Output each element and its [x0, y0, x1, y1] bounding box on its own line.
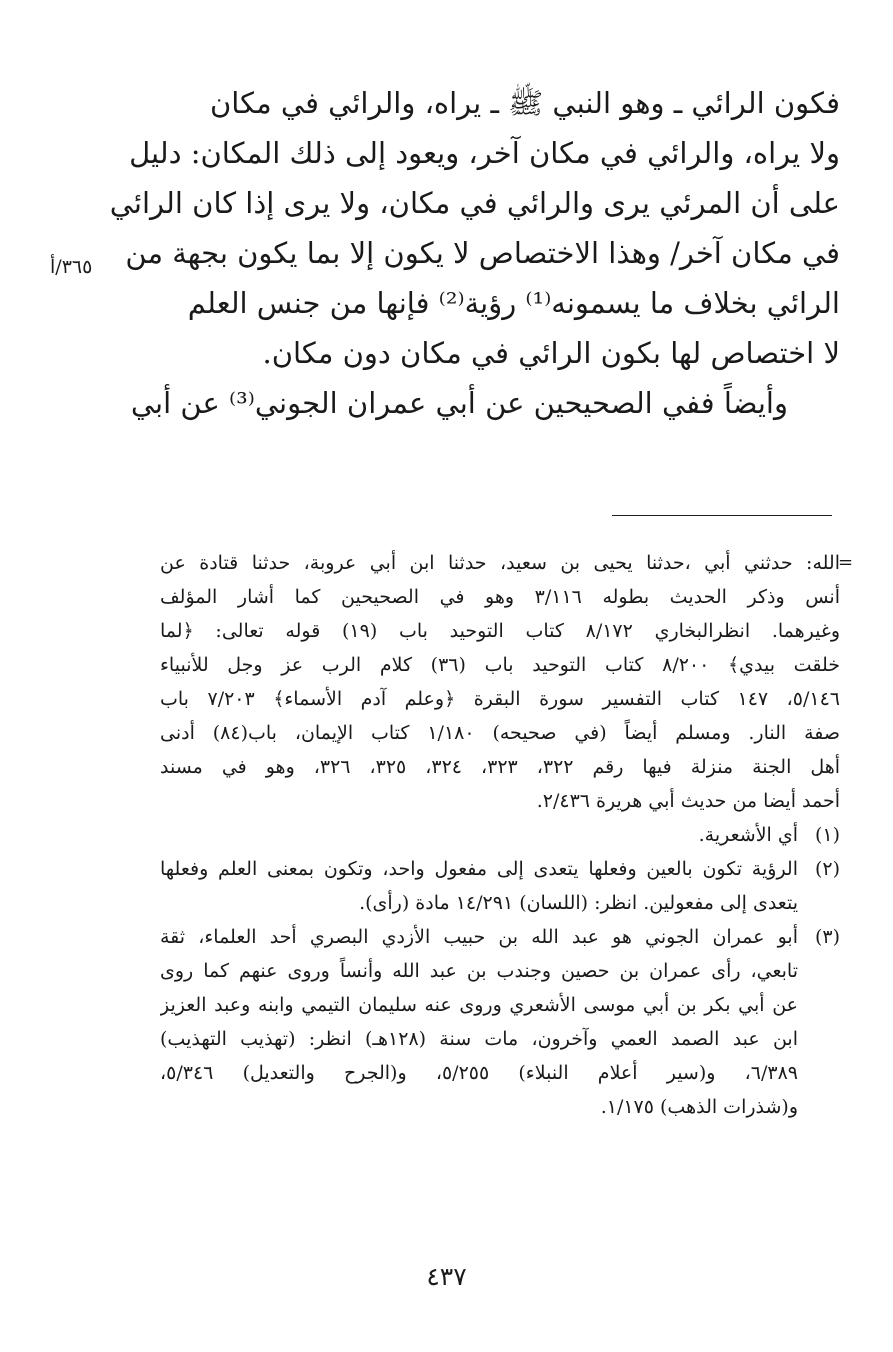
- footnote-line: تابعي، رأى عمران بن حصين وجندب بن عبد الله وأنساً وروى عنهم كما روى: [160, 960, 798, 982]
- footnote-line: يتعدى إلى مفعولين. انظر: (اللسان) ١٤/٢٩١ مادة (رأى).: [359, 892, 798, 914]
- footnote-line: الرؤية تكون بالعين وفعلها يتعدى إلى مفعول واحد، وتكون بمعنى العلم وفعلها: [160, 858, 798, 880]
- footnote-line: عن أبي بكر بن أبي موسى الأشعري وروى عنه سليمان التيمي وابنه وعبد العزيز: [160, 994, 798, 1016]
- main-text-line: في مكان آخر/ وهذا الاختصاص لا يكون إلا بما يكون بجهة من: [125, 236, 840, 270]
- footnote-line: الله: حدثني أبي ،حدثنا يحيى بن سعيد، حدثنا ابن أبي عروبة، حدثنا قتادة عن: [160, 552, 840, 574]
- main-text-line: ولا يراه، والرائي في مكان آخر، ويعود إلى ذلك المكان: دليل: [129, 136, 840, 170]
- footnote-line: أهل الجنة منزلة فيها رقم ٣٢٢، ٣٢٣، ٣٢٤، ٣٢٥، ٣٢٦، وهو في مسند: [160, 756, 840, 778]
- manuscript-folio-note: ٣٦٥/أ: [50, 256, 93, 278]
- main-text-line: الرائي بخلاف ما يسمونه⁽¹⁾ رؤية⁽²⁾ فإنها من جنس العلم: [187, 286, 840, 320]
- footnote-line: و(شذرات الذهب) ١/١٧٥.: [600, 1096, 798, 1118]
- footnote-line: وغيرهما. انظرالبخاري ٨/١٧٢ كتاب التوحيد باب (١٩) قوله تعالى: ﴿لما: [160, 620, 840, 642]
- footnote-number: (٣): [814, 926, 840, 948]
- footnotes: [160, 546, 840, 1124]
- footnote-line: خلقت بيدي﴾ ٨/٢٠٠ كتاب التوحيد باب (٣٦) كلام الرب عز وجل للأنبياء: [160, 654, 840, 676]
- footnote-continuation: [160, 546, 840, 818]
- footnote-1: [160, 818, 840, 852]
- footnote-separator: [612, 515, 832, 516]
- footnote-line: ٥/١٤٦، ١٤٧ كتاب التفسير سورة البقرة ﴿وعلم آدم الأسماء﴾ ٧/٢٠٣ باب: [160, 688, 840, 710]
- footnote-line: أنس وذكر الحديث بطوله ٣/١١٦ وهو في الصحيحين كما أشار المؤلف: [160, 586, 840, 608]
- page-number: ٤٣٧: [426, 1262, 467, 1291]
- footnote-2: [160, 852, 840, 920]
- main-text-line: لا اختصاص لها بكون الرائي في مكان دون مكان.: [262, 336, 840, 370]
- footnote-line: أي الأشعرية.: [698, 824, 798, 846]
- footnote-number: (١): [814, 824, 840, 846]
- footnote-body: [160, 852, 798, 920]
- footnote-line: أبو عمران الجوني هو عبد الله بن حبيب الأزدي البصري أحد العلماء، ثقة: [160, 926, 798, 948]
- footnote-number: (٢): [814, 858, 840, 880]
- main-text-line: على أن المرئي يرى والرائي في مكان، ولا يرى إذا كان الرائي: [109, 186, 840, 220]
- footnote-3: [160, 920, 840, 1124]
- main-text-line: فكون الرائي ـ وهو النبي ﷺ ـ يراه، والرائي في مكان: [210, 86, 840, 120]
- footnote-body: [160, 818, 798, 852]
- footnote-body: [160, 920, 798, 1124]
- main-text: [109, 78, 840, 428]
- footnote-line: ٦/٣٨٩، و(سير أعلام النبلاء) ٥/٢٥٥، و(الجرح والتعديل) ٥/٣٤٦،: [160, 1062, 798, 1084]
- main-text-line: وأيضاً ففي الصحيحين عن أبي عمران الجوني⁽³⁾ عن أبي: [130, 386, 788, 420]
- footnote-line: ابن عبد الصمد العمي وآخرون، مات سنة (١٢٨هـ) انظر: (تهذيب التهذيب): [160, 1028, 798, 1050]
- footnote-line: صفة النار. ومسلم أيضاً (في صحيحه) ١/١٨٠ كتاب الإيمان، باب(٨٤) أدنى: [160, 722, 840, 744]
- footnote-line: أحمد أيضا من حديث أبي هريرة ٢/٤٣٦.: [536, 790, 840, 812]
- footnote-continuation-mark: =: [838, 552, 854, 573]
